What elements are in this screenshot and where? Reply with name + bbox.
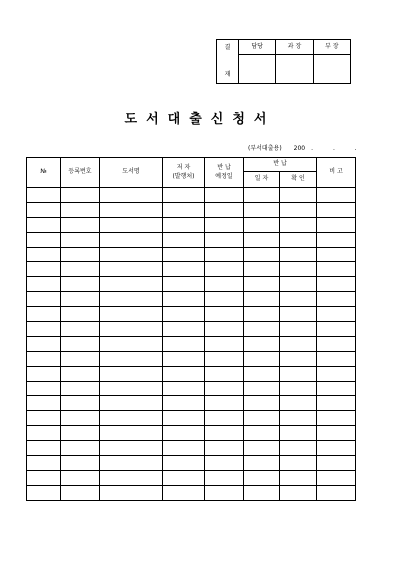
cell-due[interactable] — [205, 426, 244, 441]
cell-return-confirm[interactable] — [280, 485, 317, 500]
cell-due[interactable] — [205, 351, 244, 366]
cell-due[interactable] — [205, 336, 244, 351]
cell-remarks[interactable] — [317, 202, 356, 217]
cell-return-confirm[interactable] — [280, 470, 317, 485]
cell-no[interactable] — [27, 485, 61, 500]
cell-book-name[interactable] — [100, 217, 163, 232]
cell-remarks[interactable] — [317, 366, 356, 381]
approval-col-section-chief: 과 장 — [276, 40, 313, 55]
approval-sign-section-chief[interactable] — [276, 55, 313, 84]
cell-book-name[interactable] — [100, 411, 163, 426]
cell-due[interactable] — [205, 292, 244, 307]
cell-reg-no[interactable] — [61, 202, 100, 217]
cell-book-name[interactable] — [100, 336, 163, 351]
cell-author[interactable] — [163, 202, 205, 217]
cell-return-date[interactable] — [244, 470, 280, 485]
cell-due[interactable] — [205, 217, 244, 232]
cell-remarks[interactable] — [317, 396, 356, 411]
cell-return-date[interactable] — [244, 426, 280, 441]
cell-no[interactable] — [27, 366, 61, 381]
approval-sign-department-head[interactable] — [313, 55, 350, 84]
cell-return-confirm[interactable] — [280, 202, 317, 217]
cell-author[interactable] — [163, 485, 205, 500]
cell-remarks[interactable] — [317, 247, 356, 262]
cell-due[interactable] — [205, 307, 244, 322]
table-row — [27, 217, 356, 232]
cell-author[interactable] — [163, 456, 205, 471]
cell-return-date[interactable] — [244, 441, 280, 456]
cell-return-confirm[interactable] — [280, 441, 317, 456]
cell-no[interactable] — [27, 202, 61, 217]
cell-due[interactable] — [205, 441, 244, 456]
cell-remarks[interactable] — [317, 292, 356, 307]
cell-author[interactable] — [163, 351, 205, 366]
header-due-line1: 반 납 — [217, 164, 231, 172]
cell-return-date[interactable] — [244, 485, 280, 500]
cell-no[interactable] — [27, 307, 61, 322]
cell-no[interactable] — [27, 351, 61, 366]
cell-author[interactable] — [163, 426, 205, 441]
header-return-confirm: 확 인 — [280, 172, 317, 188]
cell-return-date[interactable] — [244, 232, 280, 247]
table-row — [27, 366, 356, 381]
cell-reg-no[interactable] — [61, 247, 100, 262]
header-author-line2: (발행처) — [172, 172, 195, 180]
cell-author[interactable] — [163, 232, 205, 247]
header-author — [163, 158, 205, 188]
cell-reg-no[interactable] — [61, 217, 100, 232]
cell-remarks[interactable] — [317, 277, 356, 292]
cell-reg-no[interactable] — [61, 396, 100, 411]
cell-no[interactable] — [27, 217, 61, 232]
cell-author[interactable] — [163, 307, 205, 322]
table-row — [27, 441, 356, 456]
cell-author[interactable] — [163, 470, 205, 485]
cell-author[interactable] — [163, 396, 205, 411]
ledger-body — [27, 188, 356, 501]
cell-no[interactable] — [27, 456, 61, 471]
cell-reg-no[interactable] — [61, 381, 100, 396]
cell-remarks[interactable] — [317, 336, 356, 351]
cell-remarks[interactable] — [317, 381, 356, 396]
cell-no[interactable] — [27, 292, 61, 307]
table-row — [27, 277, 356, 292]
table-row — [27, 307, 356, 322]
cell-author[interactable] — [163, 381, 205, 396]
cell-book-name[interactable] — [100, 247, 163, 262]
cell-author[interactable] — [163, 217, 205, 232]
cell-return-confirm[interactable] — [280, 307, 317, 322]
cell-due[interactable] — [205, 470, 244, 485]
cell-return-date[interactable] — [244, 217, 280, 232]
usage-note: (부서대출용) — [248, 145, 282, 152]
cell-book-name[interactable] — [100, 381, 163, 396]
cell-return-confirm[interactable] — [280, 277, 317, 292]
cell-return-date[interactable] — [244, 292, 280, 307]
cell-return-date[interactable] — [244, 336, 280, 351]
cell-author[interactable] — [163, 292, 205, 307]
header-return-date: 일 자 — [244, 172, 280, 188]
approval-label-top: 결 — [224, 44, 231, 51]
header-author-line1: 저 자 — [176, 164, 191, 172]
cell-author[interactable] — [163, 262, 205, 277]
cell-due[interactable] — [205, 188, 244, 203]
cell-reg-no[interactable] — [61, 351, 100, 366]
table-row — [27, 188, 356, 203]
header-due-line2: 예정일 — [215, 172, 233, 180]
cell-return-confirm[interactable] — [280, 292, 317, 307]
cell-book-name[interactable] — [100, 456, 163, 471]
cell-return-confirm[interactable] — [280, 381, 317, 396]
cell-no[interactable] — [27, 336, 61, 351]
cell-return-date[interactable] — [244, 277, 280, 292]
cell-return-date[interactable] — [244, 381, 280, 396]
cell-return-date[interactable] — [244, 307, 280, 322]
cell-no[interactable] — [27, 411, 61, 426]
approval-col-charge: 담당 — [239, 40, 276, 55]
cell-remarks[interactable] — [317, 485, 356, 500]
cell-return-date[interactable] — [244, 456, 280, 471]
cell-book-name[interactable] — [100, 426, 163, 441]
form-title: 도서대출신청서 — [124, 112, 276, 127]
cell-due[interactable] — [205, 232, 244, 247]
table-row — [27, 381, 356, 396]
cell-return-date[interactable] — [244, 247, 280, 262]
cell-return-date[interactable] — [244, 202, 280, 217]
date-dots: . . . — [311, 145, 366, 152]
cell-remarks[interactable] — [317, 262, 356, 277]
cell-no[interactable] — [27, 232, 61, 247]
cell-no[interactable] — [27, 470, 61, 485]
table-row — [27, 426, 356, 441]
cell-due[interactable] — [205, 262, 244, 277]
cell-book-name[interactable] — [100, 396, 163, 411]
cell-no[interactable] — [27, 381, 61, 396]
cell-return-confirm[interactable] — [280, 336, 317, 351]
cell-book-name[interactable] — [100, 188, 163, 203]
cell-return-confirm[interactable] — [280, 366, 317, 381]
cell-remarks[interactable] — [317, 441, 356, 456]
cell-reg-no[interactable] — [61, 292, 100, 307]
cell-book-name[interactable] — [100, 292, 163, 307]
cell-remarks[interactable] — [317, 426, 356, 441]
table-row — [27, 336, 356, 351]
cell-reg-no[interactable] — [61, 485, 100, 500]
cell-return-confirm[interactable] — [280, 396, 317, 411]
cell-book-name[interactable] — [100, 202, 163, 217]
cell-remarks[interactable] — [317, 307, 356, 322]
cell-author[interactable] — [163, 247, 205, 262]
approval-label — [217, 40, 239, 84]
cell-remarks[interactable] — [317, 456, 356, 471]
cell-reg-no[interactable] — [61, 456, 100, 471]
cell-return-confirm[interactable] — [280, 217, 317, 232]
cell-due[interactable] — [205, 322, 244, 337]
header-remarks: 비 고 — [317, 158, 356, 188]
cell-return-confirm[interactable] — [280, 426, 317, 441]
table-row — [27, 247, 356, 262]
approval-label-bottom: 재 — [224, 71, 231, 78]
cell-return-confirm[interactable] — [280, 262, 317, 277]
cell-due[interactable] — [205, 381, 244, 396]
cell-return-confirm[interactable] — [280, 247, 317, 262]
cell-book-name[interactable] — [100, 232, 163, 247]
table-row — [27, 262, 356, 277]
table-row — [27, 411, 356, 426]
cell-reg-no[interactable] — [61, 322, 100, 337]
table-row — [27, 351, 356, 366]
cell-remarks[interactable] — [317, 411, 356, 426]
cell-due[interactable] — [205, 277, 244, 292]
cell-book-name[interactable] — [100, 322, 163, 337]
table-row — [27, 292, 356, 307]
cell-author[interactable] — [163, 188, 205, 203]
cell-due[interactable] — [205, 396, 244, 411]
approval-sign-charge[interactable] — [239, 55, 276, 84]
header-no: № — [27, 158, 61, 188]
cell-book-name[interactable] — [100, 277, 163, 292]
cell-remarks[interactable] — [317, 188, 356, 203]
cell-due[interactable] — [205, 366, 244, 381]
table-row — [27, 470, 356, 485]
cell-no[interactable] — [27, 247, 61, 262]
cell-return-date[interactable] — [244, 351, 280, 366]
cell-return-date[interactable] — [244, 188, 280, 203]
cell-no[interactable] — [27, 441, 61, 456]
cell-remarks[interactable] — [317, 470, 356, 485]
cell-reg-no[interactable] — [61, 277, 100, 292]
cell-reg-no[interactable] — [61, 188, 100, 203]
cell-reg-no[interactable] — [61, 262, 100, 277]
cell-remarks[interactable] — [317, 232, 356, 247]
cell-due[interactable] — [205, 485, 244, 500]
cell-reg-no[interactable] — [61, 426, 100, 441]
cell-reg-no[interactable] — [61, 366, 100, 381]
cell-book-name[interactable] — [100, 262, 163, 277]
header-due — [205, 158, 244, 188]
header-return-group: 반 납 — [244, 158, 317, 172]
cell-remarks[interactable] — [317, 351, 356, 366]
cell-return-date[interactable] — [244, 322, 280, 337]
cell-author[interactable] — [163, 277, 205, 292]
cell-reg-no[interactable] — [61, 232, 100, 247]
cell-return-confirm[interactable] — [280, 411, 317, 426]
cell-remarks[interactable] — [317, 322, 356, 337]
cell-return-date[interactable] — [244, 396, 280, 411]
header-book-name: 도서명 — [100, 158, 163, 188]
cell-reg-no[interactable] — [61, 470, 100, 485]
table-row — [27, 202, 356, 217]
cell-book-name[interactable] — [100, 470, 163, 485]
loan-ledger-table — [26, 157, 356, 501]
cell-due[interactable] — [205, 202, 244, 217]
cell-author[interactable] — [163, 336, 205, 351]
table-row — [27, 232, 356, 247]
cell-author[interactable] — [163, 322, 205, 337]
approval-box — [216, 39, 351, 84]
cell-author[interactable] — [163, 366, 205, 381]
cell-book-name[interactable] — [100, 351, 163, 366]
table-row — [27, 322, 356, 337]
table-row — [27, 396, 356, 411]
cell-return-confirm[interactable] — [280, 351, 317, 366]
table-row — [27, 456, 356, 471]
cell-return-confirm[interactable] — [280, 456, 317, 471]
cell-reg-no[interactable] — [61, 411, 100, 426]
cell-return-date[interactable] — [244, 262, 280, 277]
cell-return-date[interactable] — [244, 411, 280, 426]
cell-reg-no[interactable] — [61, 336, 100, 351]
cell-due[interactable] — [205, 247, 244, 262]
cell-book-name[interactable] — [100, 307, 163, 322]
cell-book-name[interactable] — [100, 441, 163, 456]
table-row — [27, 485, 356, 500]
cell-return-confirm[interactable] — [280, 322, 317, 337]
cell-due[interactable] — [205, 411, 244, 426]
cell-book-name[interactable] — [100, 366, 163, 381]
cell-no[interactable] — [27, 396, 61, 411]
header-reg-no: 등록번호 — [61, 158, 100, 188]
cell-no[interactable] — [27, 188, 61, 203]
cell-remarks[interactable] — [317, 217, 356, 232]
cell-reg-no[interactable] — [61, 307, 100, 322]
cell-author[interactable] — [163, 411, 205, 426]
cell-reg-no[interactable] — [61, 441, 100, 456]
cell-return-confirm[interactable] — [280, 188, 317, 203]
year-prefix: 200 — [293, 145, 306, 152]
cell-no[interactable] — [27, 262, 61, 277]
cell-no[interactable] — [27, 322, 61, 337]
cell-no[interactable] — [27, 277, 61, 292]
cell-return-date[interactable] — [244, 366, 280, 381]
cell-author[interactable] — [163, 441, 205, 456]
cell-no[interactable] — [27, 426, 61, 441]
cell-return-confirm[interactable] — [280, 232, 317, 247]
cell-book-name[interactable] — [100, 485, 163, 500]
cell-due[interactable] — [205, 456, 244, 471]
usage-line — [248, 143, 366, 152]
approval-col-department-head: 부 장 — [313, 40, 350, 55]
